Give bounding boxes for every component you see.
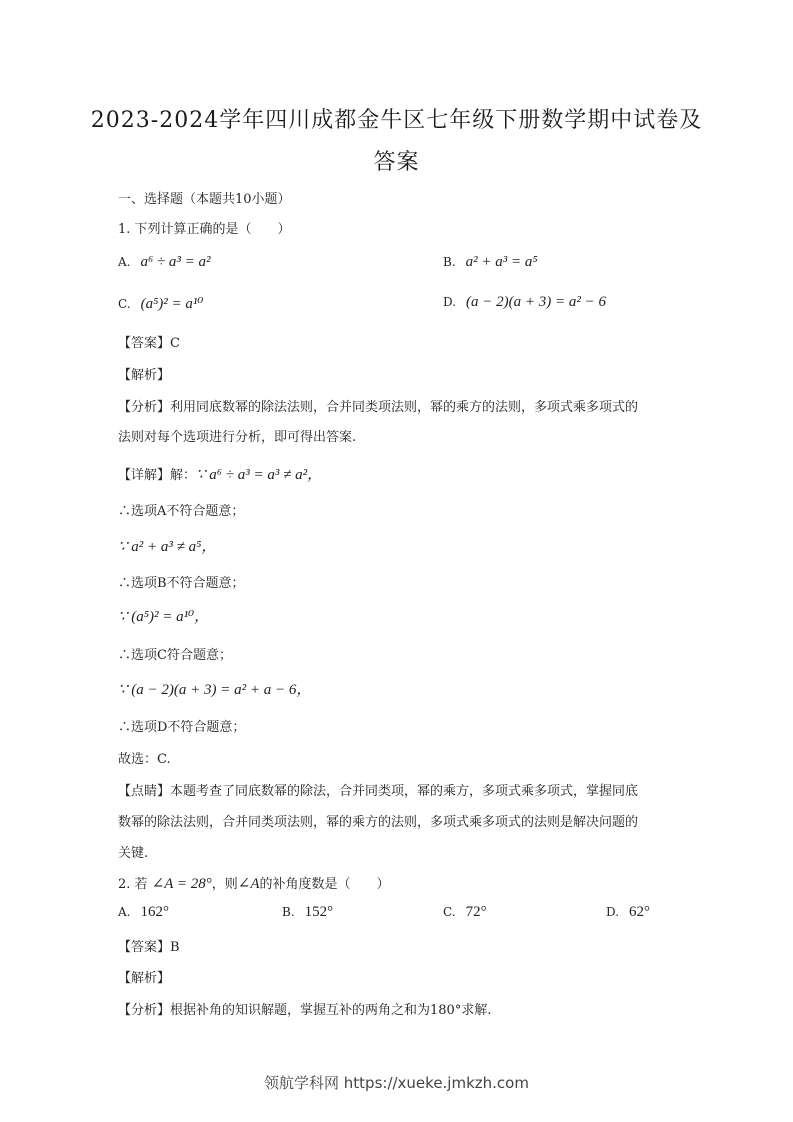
q2-option-c-value: 72° <box>465 904 487 920</box>
q1-comment-line1: 【点睛】本题考查了同底数幂的除法，合并同类项，幂的乘方，多项式乘多项式，掌握同底 <box>118 784 639 799</box>
q2-stem-prefix: 2. 若 <box>118 877 148 892</box>
footer-watermark: 领航学科网 https://xueke.jmkzh.com <box>264 1074 529 1092</box>
q1-option-c-expr: (a⁵)² = a¹⁰ <box>140 296 204 312</box>
q1-option-a-expr: a⁶ ÷ a³ = a² <box>140 254 211 270</box>
q1-step-d-expr: ∵ (a − 2)(a + 3) = a² + a − 6， <box>118 682 312 698</box>
q2-option-b-value: 152° <box>304 904 334 920</box>
q2-analysis-title: 【解析】 <box>118 971 171 986</box>
q2-analysis-line1: 【分析】根据补角的知识解题，掌握互补的两角之和为180°求解. <box>118 1003 492 1018</box>
q1-step-c-expr: ∵ (a⁵)² = a¹⁰， <box>118 609 210 625</box>
q2-stem-mid: ，则 <box>211 877 238 892</box>
q2-option-d <box>606 904 650 921</box>
q1-option-c-label: C. <box>118 297 131 311</box>
q1-step-c-conclusion: ∴选项C符合题意； <box>118 648 232 663</box>
q1-option-d <box>443 294 606 311</box>
q1-stem: 1. 下列计算正确的是（ ） <box>118 222 291 237</box>
q1-option-a-label: A. <box>118 255 131 269</box>
section-header: 一、选择题（本题共10小题） <box>118 192 291 207</box>
doc-title-line2: 答案 <box>373 150 420 175</box>
q2-option-a <box>118 904 169 921</box>
q1-comment-line3: 关键. <box>118 846 149 861</box>
q1-answer: 【答案】C <box>118 336 180 351</box>
doc-title-line1: 2023-2024学年四川成都金牛区七年级下册数学期中试卷及 <box>90 108 703 133</box>
q1-step-a-conclusion: ∴选项A不符合题意； <box>118 504 245 519</box>
q2-option-b-label: B. <box>282 905 295 919</box>
q1-detail-prefix: 【详解】解： <box>118 468 197 483</box>
q1-detail-step-a <box>118 463 322 484</box>
q1-step-d-conclusion: ∴选项D不符合题意； <box>118 720 246 735</box>
q2-option-a-label: A. <box>118 905 131 919</box>
q2-stem-expr: ∠A = 28° <box>151 876 212 892</box>
q1-step-c <box>118 605 209 626</box>
q1-analysis-title: 【解析】 <box>118 368 171 383</box>
q1-choice: 故选：C. <box>118 752 171 767</box>
q2-stem-suffix: 的补角度数是（ ） <box>259 877 390 892</box>
q2-option-c <box>443 904 487 921</box>
q2-answer: 【答案】B <box>118 940 180 955</box>
q1-step-d <box>118 678 311 699</box>
q1-option-b <box>443 254 538 271</box>
q2-option-d-value: 62° <box>629 904 651 920</box>
q2-option-c-label: C. <box>443 905 456 919</box>
q2-stem-angle: ∠A <box>237 876 260 892</box>
q1-option-b-label: B. <box>443 255 456 269</box>
q1-step-b-expr: ∵ a² + a³ ≠ a⁵， <box>118 539 217 555</box>
q2-option-b <box>282 904 333 921</box>
q1-step-b <box>118 535 216 556</box>
q1-option-d-label: D. <box>443 295 457 309</box>
q1-analysis-line1: 【分析】利用同底数幂的除法法则，合并同类项法则，幂的乘方的法则，多项式乘多项式的 <box>118 400 639 415</box>
q1-step-a-expr: ∵ a⁶ ÷ a³ = a³ ≠ a²， <box>196 467 323 483</box>
q1-option-a <box>118 254 211 271</box>
q1-comment-line2: 数幂的除法法则，合并同类项法则，幂的乘方的法则，多项式乘多项式的法则是解决问题的 <box>118 815 639 830</box>
q2-option-a-value: 162° <box>140 904 169 920</box>
q2-stem <box>118 873 390 893</box>
q1-option-b-expr: a² + a³ = a⁵ <box>465 254 538 270</box>
q1-option-d-expr: (a − 2)(a + 3) = a² − 6 <box>466 294 606 310</box>
q1-analysis-line2: 法则对每个选项进行分析，即可得出答案. <box>118 430 357 445</box>
q1-step-b-conclusion: ∴选项B不符合题意； <box>118 576 245 591</box>
q2-option-d-label: D. <box>606 905 620 919</box>
q1-option-c <box>118 294 203 313</box>
